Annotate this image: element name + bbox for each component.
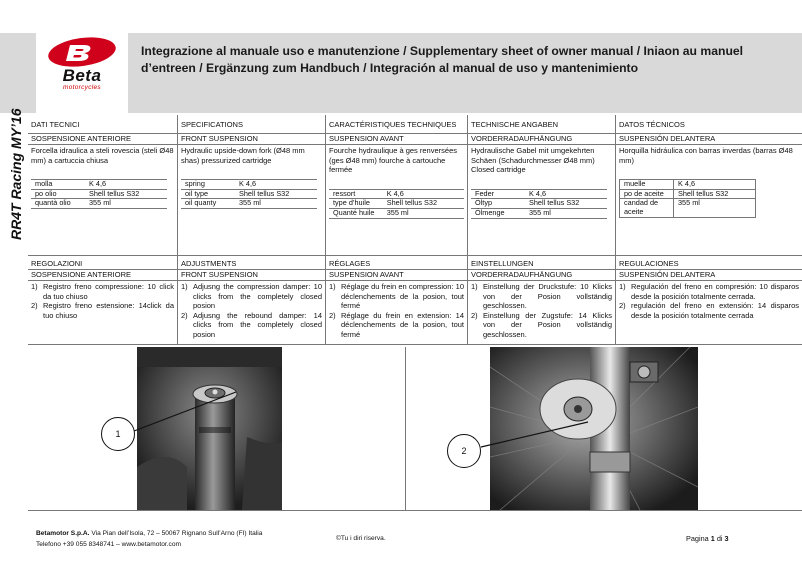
- list-item: [471, 311, 612, 340]
- list-item: [31, 282, 174, 301]
- page-current: 1: [710, 534, 715, 543]
- spec-key: molla: [31, 180, 85, 190]
- col-head-de: TECHNISCHE ANGABEN: [468, 115, 616, 134]
- spec-table: [471, 189, 607, 219]
- spec-key: Öltyp: [471, 199, 525, 209]
- list-item: [329, 311, 464, 340]
- spec-row: [31, 180, 167, 190]
- adj-sub-fr: SUSPENSION AVANT: [326, 270, 468, 281]
- spec-value: Shell tellus S32: [383, 199, 464, 209]
- step-number: 2): [329, 310, 336, 320]
- spec-value: K 4,6: [235, 180, 317, 190]
- step-text: Regulación del freno en compresión: 10 disparos desde la posición totalmente cerrada.: [631, 282, 799, 301]
- adj-sub-it: SOSPENSIONE ANTERIORE: [28, 270, 178, 281]
- spec-value: Shell tellus S32: [525, 199, 607, 209]
- list-item: [619, 282, 799, 301]
- fork-description: Horquilla hidráulica con barras inverdas (barras Ø48 mm): [619, 146, 793, 165]
- footer-address-line: [36, 528, 296, 539]
- spec-row: [181, 180, 317, 190]
- steps-cell-it: [28, 281, 178, 345]
- callout-2: 2: [447, 434, 481, 468]
- step-number: 1): [471, 282, 478, 291]
- spec-grid: [28, 115, 802, 345]
- spec-row: [329, 208, 464, 218]
- list-item: [31, 301, 174, 320]
- adjust-steps: [471, 282, 612, 340]
- callout-leaders: [28, 347, 802, 511]
- step-text: Registro freno estensione: 14click da tuo chiuso: [43, 301, 174, 320]
- brand-name: Beta: [62, 66, 102, 85]
- spec-row: [181, 199, 317, 209]
- steps-cell-es: [616, 281, 802, 345]
- spec-table: [31, 179, 167, 209]
- photo-section: [28, 347, 802, 511]
- adj-sub-es: SUSPENSIÓN DELANTERA: [616, 270, 802, 281]
- col-head-en: SPECIFICATIONS: [178, 115, 326, 134]
- spec-cell-it: [28, 145, 178, 256]
- spec-table: [619, 179, 756, 217]
- adjust-steps: [31, 282, 174, 320]
- fork-description: Hydraulische Gabel mit umgekehrten Schäen (Schadurchmesser Ø48 mm) Closed cartridge: [471, 146, 595, 175]
- spec-value: Shell tellus S32: [85, 189, 167, 199]
- list-item: [471, 282, 612, 311]
- adj-sub-de: VORDERRADAUFHÄNGUNG: [468, 270, 616, 281]
- callout-1: 1: [101, 417, 135, 451]
- footer-rights: ©Tu i diri riserva.: [336, 535, 386, 542]
- spec-value: K 4,6: [383, 189, 464, 199]
- spec-key: muelle: [620, 180, 674, 190]
- step-text: Einstellung der Druckstufe: 10 Klicks von der Posion vollständig geschlossen.: [483, 282, 612, 311]
- grid-header-row: [28, 115, 802, 134]
- adj-sub-en: FRONT SUSPENSION: [178, 270, 326, 281]
- step-number: 1): [31, 282, 38, 291]
- spec-table: [329, 189, 464, 219]
- footer-company: [36, 528, 296, 550]
- adj-head-it: REGOLAZIONI: [28, 256, 178, 270]
- spec-value: Shell tellus S32: [235, 189, 317, 199]
- spec-key: Quanté huile: [329, 208, 383, 218]
- col-sub-de: VORDERRADAUFHÄNGUNG: [468, 134, 616, 145]
- adj-head-de: EINSTELLUNGEN: [468, 256, 616, 270]
- adj-head-en: ADJUSTMENTS: [178, 256, 326, 270]
- step-number: 1): [619, 282, 626, 291]
- spec-value: 355 ml: [235, 199, 317, 209]
- step-text: Einstellung der Zugstufe: 14 Klicks von der Posion vollständig geschlossen.: [483, 310, 612, 339]
- step-number: 2): [181, 310, 188, 320]
- adjust-steps: [329, 282, 464, 340]
- step-text: Registro freno compressione: 10 click da tuo chiuso: [43, 282, 174, 301]
- col-head-fr: CARACTÉRISTIQUES TECHNIQUES: [326, 115, 468, 134]
- spec-table: [181, 179, 317, 209]
- col-sub-es: SUSPENSIÓN DELANTERA: [616, 134, 802, 145]
- page-total: 3: [724, 534, 729, 543]
- page-prefix: Pagina: [686, 534, 711, 543]
- step-number: 2): [31, 301, 38, 311]
- spec-row: [471, 208, 607, 218]
- adj-head-fr: RÉGLAGES: [326, 256, 468, 270]
- spec-row: [31, 199, 167, 209]
- list-item: [181, 282, 322, 311]
- step-text: regulación del freno en extensión: 14 disparos desde la posición totalmente cerrada: [631, 301, 799, 320]
- spec-value: K 4,6: [85, 180, 167, 190]
- col-sub-en: FRONT SUSPENSION: [178, 134, 326, 145]
- grid-adjust-header-row: [28, 256, 802, 270]
- company-contact: Telefono +39 055 8348741 – www.betamotor.com: [36, 541, 181, 548]
- fork-description: Hydraulic upside-down fork (Ø48 mm shas) pressurized cartridge: [181, 146, 305, 165]
- adj-head-es: REGULACIONES: [616, 256, 802, 270]
- step-number: 2): [471, 310, 478, 320]
- spec-key: Ölmenge: [471, 208, 525, 218]
- spec-value: 355 ml: [85, 199, 167, 209]
- beta-logo-icon: [40, 36, 124, 68]
- spec-row: [620, 199, 756, 217]
- grid-spec-row: [28, 145, 802, 256]
- company-name: Betamotor S.p.A.: [36, 530, 90, 537]
- page-number: [686, 533, 781, 544]
- spec-value: K 4,6: [674, 180, 756, 190]
- spec-key: oil quanty: [181, 199, 235, 209]
- spec-value: K 4,6: [525, 189, 607, 199]
- col-sub-fr: SUSPENSION AVANT: [326, 134, 468, 145]
- spec-key: spring: [181, 180, 235, 190]
- callout-leader-1: [134, 392, 236, 431]
- grid-subhead-row: [28, 134, 802, 145]
- spec-key: Feder: [471, 189, 525, 199]
- list-item: [329, 282, 464, 311]
- fork-description: Forcella idraulica a steli rovescia (steli Ø48 mm) a cartuccia chiusa: [31, 146, 174, 165]
- step-number: 2): [619, 301, 626, 311]
- spec-key: ressort: [329, 189, 383, 199]
- document-title-line-1: Integrazione al manuale uso e manutenzione / Supplementary sheet of owner manual / Iniaon au manuel: [141, 44, 744, 58]
- spec-key: po de aceite: [620, 189, 674, 199]
- spec-key: po olio: [31, 189, 85, 199]
- spec-value: 355 ml: [674, 199, 756, 217]
- spec-key: quantà olio: [31, 199, 85, 209]
- spec-value: Shell tellus S32: [674, 189, 756, 199]
- grid-adjust-body-row: [28, 281, 802, 345]
- page-mid: di: [714, 534, 725, 543]
- step-number: 1): [181, 282, 188, 291]
- company-address: Via Pian dell’Isola, 72 – 50067 Rignano Sull’Arno (FI) Italia: [89, 530, 263, 537]
- brand-subtitle: motorcycles: [63, 84, 101, 91]
- list-item: [181, 311, 322, 340]
- adjust-steps: [619, 282, 799, 320]
- col-head-es: DATOS TÉCNICOS: [616, 115, 802, 134]
- spec-cell-de: [468, 145, 616, 256]
- spec-value: 355 ml: [525, 208, 607, 218]
- document-title: [141, 43, 781, 77]
- spec-cell-en: [178, 145, 326, 256]
- steps-cell-en: [178, 281, 326, 345]
- spec-key: candad de aceite: [620, 199, 674, 217]
- spec-cell-es: [616, 145, 802, 256]
- col-head-it: DATI TECNICI: [28, 115, 178, 134]
- step-text: Réglage du frein en extension: 14 déclenchements de la posion, tout fermé: [341, 310, 464, 339]
- list-item: [619, 301, 799, 320]
- col-sub-it: SOSPENSIONE ANTERIORE: [28, 134, 178, 145]
- spec-key: type d’huile: [329, 199, 383, 209]
- step-number: 1): [329, 282, 336, 291]
- document-title-line-2: d’entreen / Ergänzung zum Handbuch / Integración al manual de uso y mantenimiento: [141, 61, 639, 75]
- steps-cell-fr: [326, 281, 468, 345]
- spec-key: oil type: [181, 189, 235, 199]
- spec-value: 355 ml: [383, 208, 464, 218]
- beta-logo: [40, 36, 124, 96]
- adjust-steps: [181, 282, 322, 340]
- model-label-text: RR4T Racing MY’16: [8, 108, 24, 240]
- callout-leader-2: [481, 422, 588, 447]
- fork-description: Fourche hydraulique à ges renversées (ges Ø48 mm) fourche à cartouche fermée: [329, 146, 457, 175]
- step-text: Adjusng the compression damper: 10 clicks from the completely closed posion: [193, 282, 322, 311]
- step-text: Réglage du frein en compression: 10 déclenchements de la posion, tout fermé: [341, 282, 464, 311]
- grid-adjust-subhead-row: [28, 270, 802, 281]
- spec-row: [620, 180, 756, 190]
- steps-cell-de: [468, 281, 616, 345]
- step-text: Adjusng the rebound damper: 14 clicks from the completely closed posion: [193, 310, 322, 339]
- spec-cell-fr: [326, 145, 468, 256]
